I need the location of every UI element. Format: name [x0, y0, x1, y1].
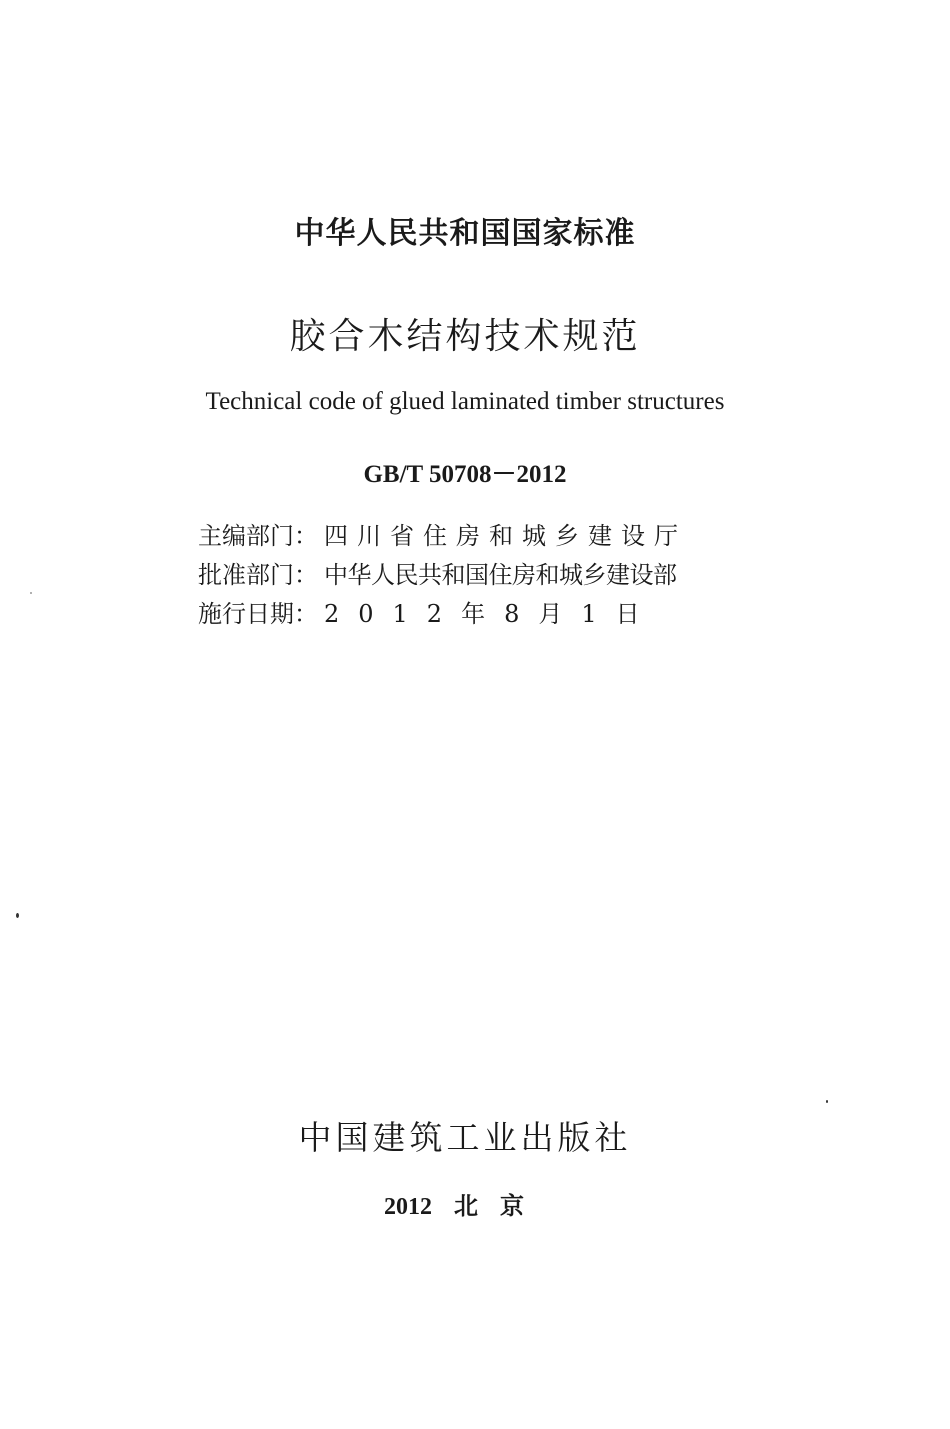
document-title-chinese: 胶合木结构技术规范: [289, 316, 641, 357]
editing-department-row: [198, 516, 758, 555]
standard-metadata: [198, 516, 758, 633]
standard-number: GB/T 50708－2012: [363, 461, 567, 488]
editing-department-label: 主编部门：: [198, 522, 318, 550]
document-title-english: Technical code of glued laminated timber structures: [205, 388, 725, 415]
imprint-line: [0, 1186, 940, 1221]
approving-department-label: 批准部门：: [198, 561, 318, 589]
effective-date-value: 2012年8月1日: [324, 600, 659, 628]
approving-department-value: 中华人民共和国住房和城乡建设部: [324, 561, 677, 589]
editing-department-value: 四川省住房和城乡建设厅: [324, 522, 687, 550]
scan-speck: [16, 913, 19, 918]
imprint-year: 2012: [384, 1194, 432, 1220]
scan-speck: [826, 1100, 828, 1103]
effective-date-row: [198, 594, 758, 633]
approving-department-row: [198, 555, 758, 594]
imprint-city: 北京: [454, 1191, 546, 1220]
effective-date-label: 施行日期：: [198, 600, 318, 628]
standard-series-label: 中华人民共和国国家标准: [294, 216, 636, 251]
publisher-name: 中国建筑工业出版社: [298, 1118, 632, 1157]
scan-speck: [30, 592, 32, 594]
